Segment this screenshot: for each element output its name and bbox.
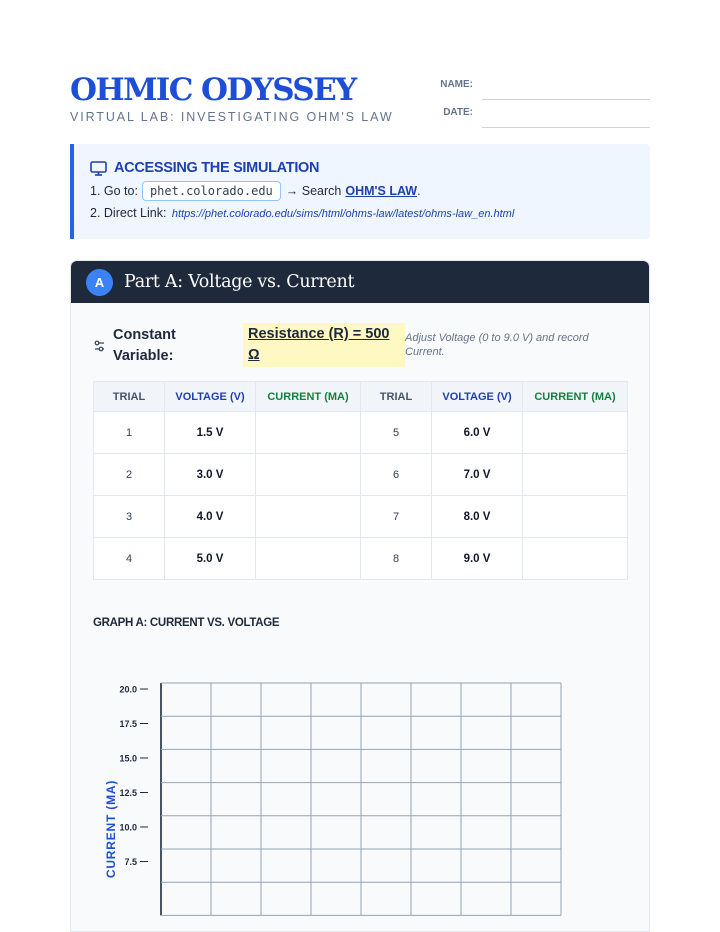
current-input-cell[interactable]: [523, 412, 628, 454]
student-info-fields: [435, 72, 650, 128]
voltage-cell: 4.0 V: [165, 496, 256, 538]
step1-arrow-text: → Search: [285, 184, 342, 198]
current-input-cell[interactable]: [523, 454, 628, 496]
y-tick-label: 12.5: [119, 788, 137, 798]
step1-prefix: 1. Go to:: [90, 184, 138, 198]
sliders-icon: [93, 339, 105, 353]
constant-variable-label: Constant Variable:: [113, 327, 176, 364]
constant-variable-row: [93, 325, 633, 369]
access-heading-text: ACCESSING THE SIMULATION: [114, 160, 320, 176]
trial-cell: 6: [361, 454, 432, 496]
access-step-1: [90, 181, 650, 201]
header-trial-left: TRIAL: [94, 382, 165, 412]
table-row: [94, 496, 628, 538]
phet-url-code[interactable]: phet.colorado.edu: [142, 181, 281, 201]
ohms-law-search-term: OHM'S LAW: [345, 184, 418, 198]
y-tick-label: 10.0: [119, 822, 137, 833]
header-current-right: CURRENT (MA): [523, 382, 628, 412]
page-title: OHMIC ODYSSEY: [70, 72, 356, 108]
part-a-card: [70, 260, 650, 932]
voltage-cell: 6.0 V: [432, 412, 523, 454]
header-voltage-left: VOLTAGE (V): [165, 382, 256, 412]
name-field-row: [435, 72, 650, 100]
header-current-left: CURRENT (MA): [256, 382, 361, 412]
current-input-cell[interactable]: [523, 496, 628, 538]
data-table: [93, 381, 628, 580]
y-tick-label: 15.0: [119, 753, 137, 764]
trial-cell: 7: [361, 496, 432, 538]
table-row: [94, 454, 628, 496]
instruction-note: Adjust Voltage (0 to 9.0 V) and record Current.: [405, 332, 589, 358]
monitor-icon: [90, 161, 107, 176]
access-heading: [90, 160, 650, 176]
current-input-cell[interactable]: [256, 454, 361, 496]
voltage-cell: 7.0 V: [432, 454, 523, 496]
current-input-cell[interactable]: [256, 538, 361, 580]
part-a-badge: A: [86, 269, 113, 296]
step2-prefix: 2. Direct Link:: [90, 206, 167, 220]
voltage-cell: 9.0 V: [432, 538, 523, 580]
page-subtitle: VIRTUAL LAB: INVESTIGATING OHM'S LAW: [70, 110, 394, 124]
date-label: DATE:: [443, 107, 473, 118]
access-step-2: [90, 206, 650, 220]
name-field[interactable]: [482, 80, 650, 100]
trial-cell: 3: [94, 496, 165, 538]
part-a-header: [71, 261, 649, 303]
header-trial-right: TRIAL: [361, 382, 432, 412]
access-simulation-box: [70, 144, 650, 239]
voltage-cell: 5.0 V: [165, 538, 256, 580]
step1-suffix: .: [417, 184, 421, 198]
table-row: [94, 412, 628, 454]
trial-cell: 1: [94, 412, 165, 454]
voltage-cell: 1.5 V: [165, 412, 256, 454]
voltage-cell: 3.0 V: [165, 454, 256, 496]
y-axis-label: CURRENT (MA): [104, 779, 118, 879]
direct-link[interactable]: https://phet.colorado.edu/sims/html/ohms-law/latest/ohms-law_en.html: [171, 208, 515, 220]
graph-a-grid[interactable]: [71, 671, 650, 932]
header: [70, 72, 650, 132]
trial-cell: 8: [361, 538, 432, 580]
date-field[interactable]: [482, 108, 650, 128]
table-header-row: [94, 382, 628, 412]
y-tick-label: 7.5: [124, 857, 137, 867]
date-field-row: [435, 100, 650, 128]
table-row: [94, 538, 628, 580]
part-a-title: Part A: Voltage vs. Current: [124, 272, 355, 292]
trial-cell: 4: [94, 538, 165, 580]
header-voltage-right: VOLTAGE (V): [432, 382, 523, 412]
name-label: NAME:: [440, 79, 473, 90]
current-input-cell[interactable]: [523, 538, 628, 580]
constant-variable-value: Resistance (R) = 500 Ω: [243, 323, 405, 367]
voltage-cell: 8.0 V: [432, 496, 523, 538]
trial-cell: 2: [94, 454, 165, 496]
current-input-cell[interactable]: [256, 412, 361, 454]
y-tick-label: 17.5: [119, 719, 137, 729]
current-input-cell[interactable]: [256, 496, 361, 538]
trial-cell: 5: [361, 412, 432, 454]
graph-a-title: GRAPH A: CURRENT VS. VOLTAGE: [93, 617, 280, 629]
y-tick-label: 20.0: [119, 684, 137, 695]
